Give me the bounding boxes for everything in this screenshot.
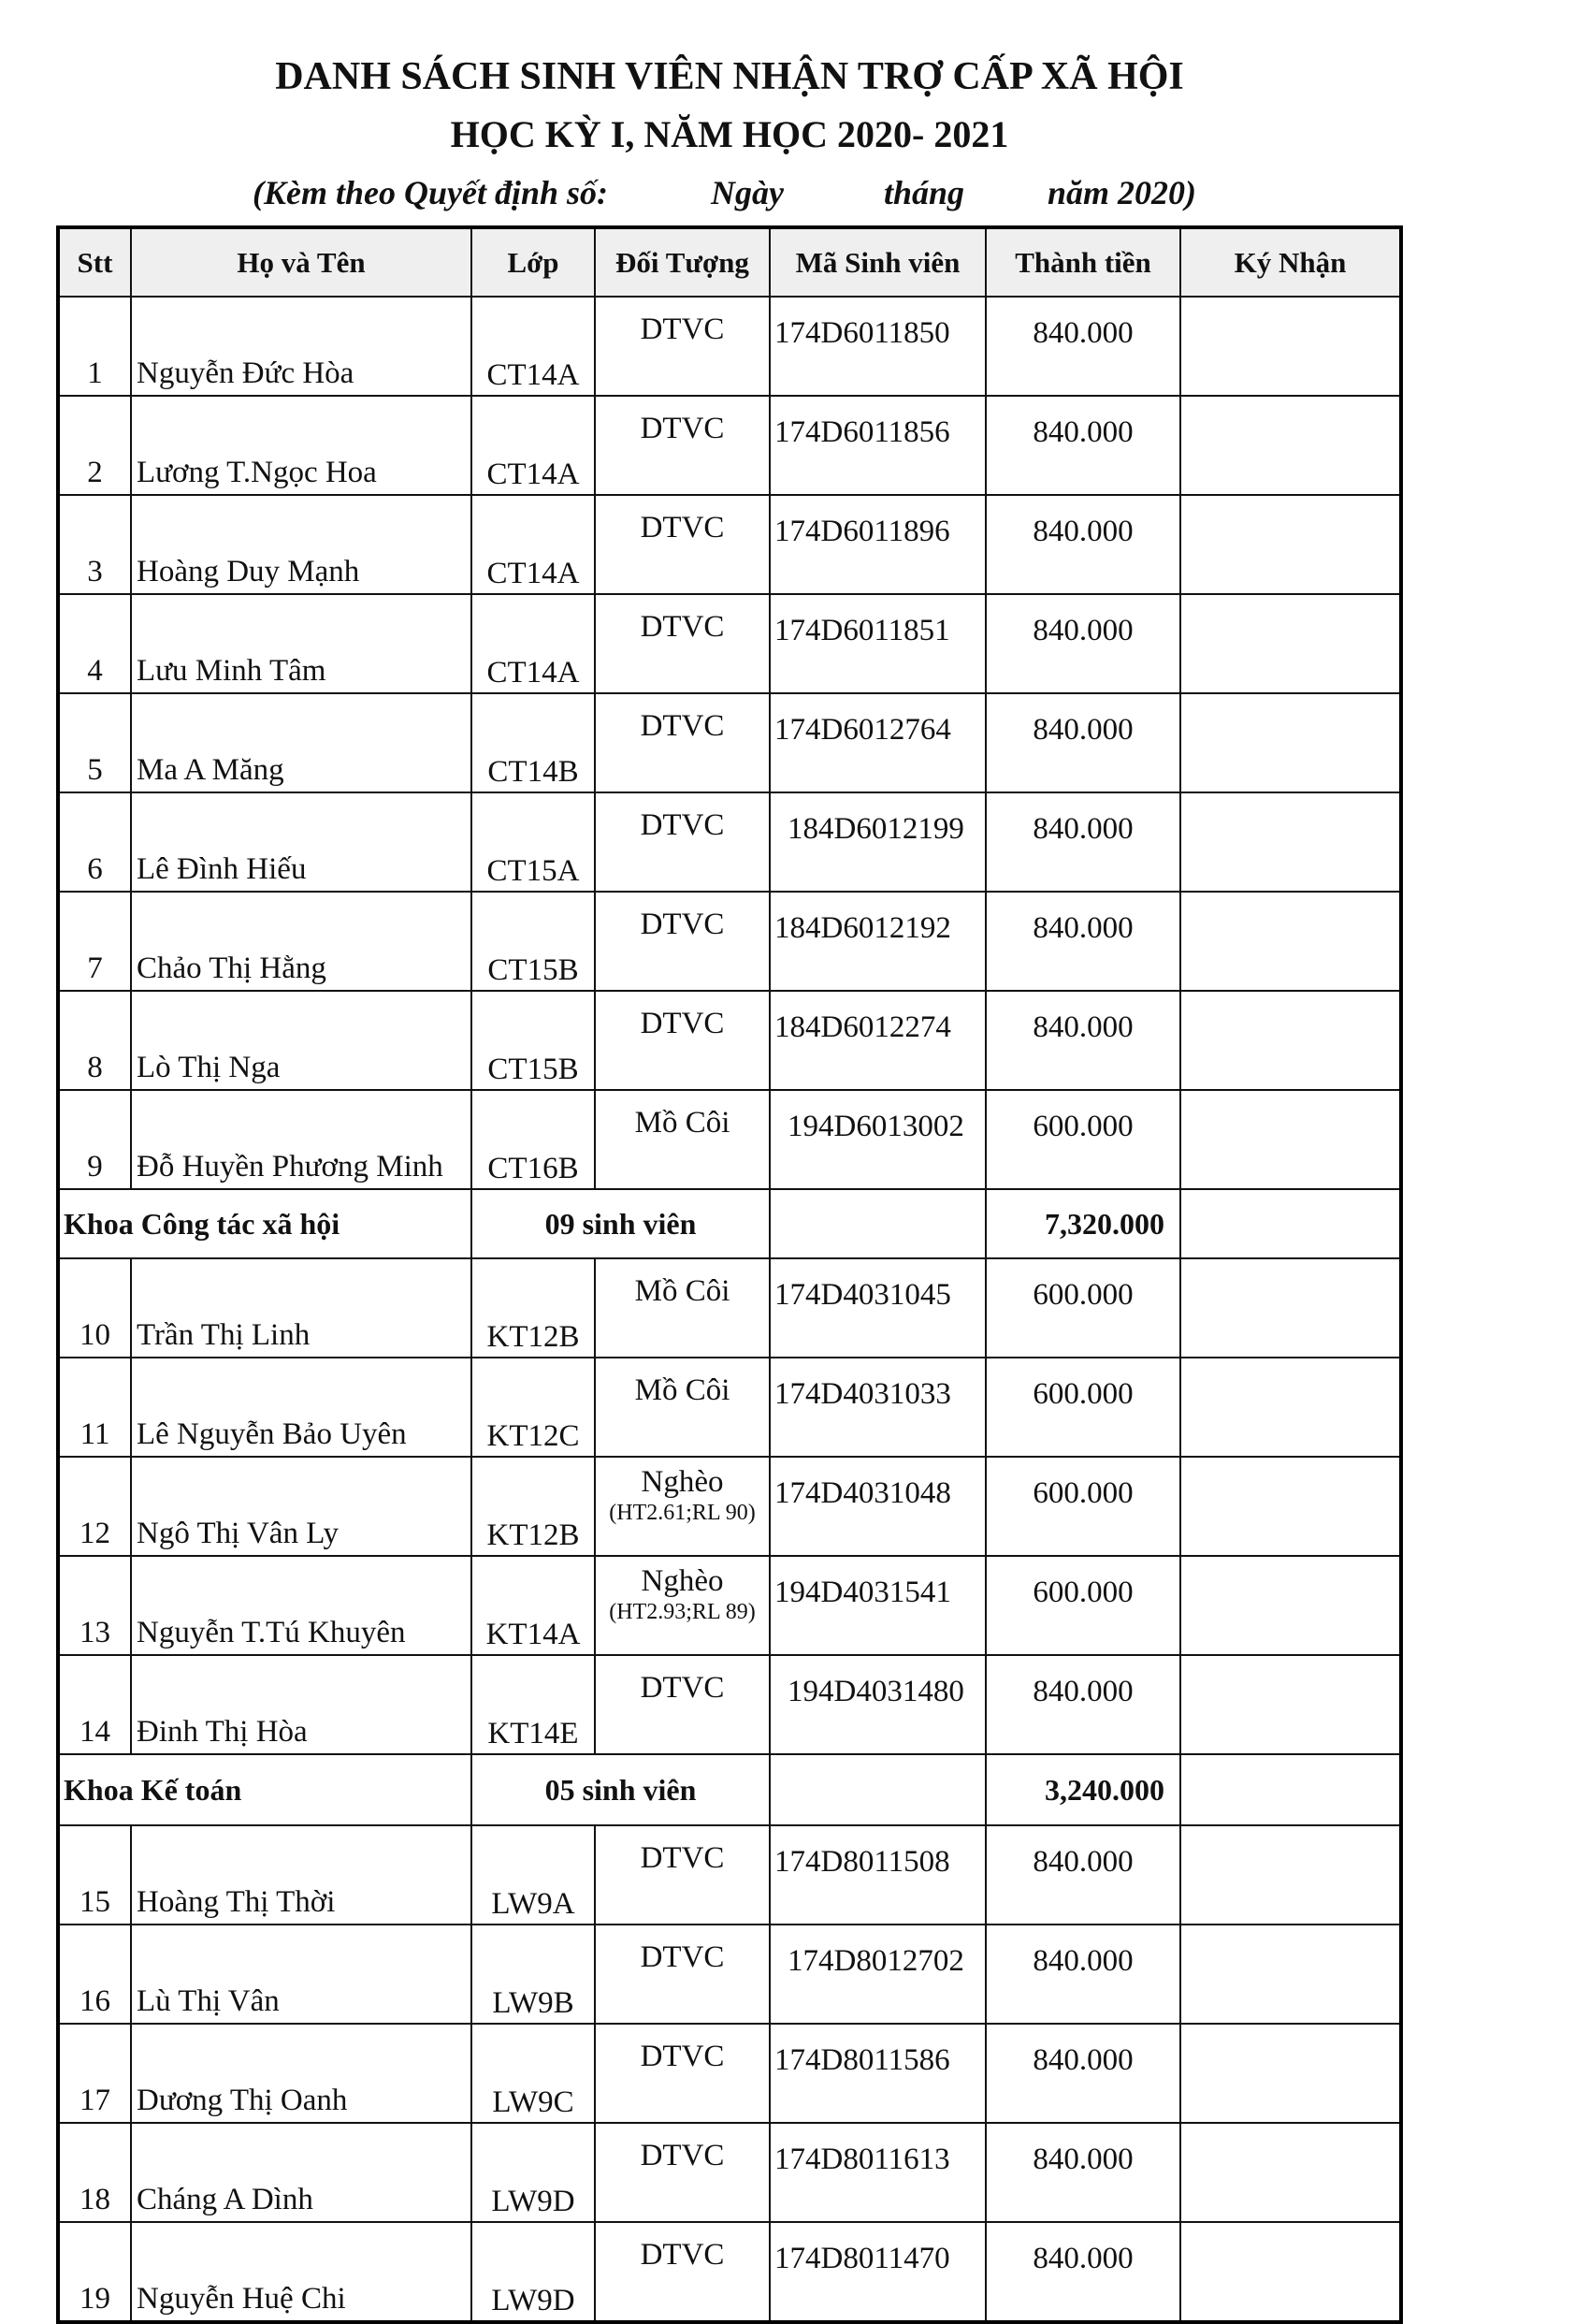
- table-row: [58, 792, 1401, 892]
- row-class: LW9B: [471, 1925, 595, 2024]
- row-beneficiary-type: [595, 892, 770, 991]
- row-student-name: Lù Thị Vân: [131, 1925, 471, 2024]
- row-student-name: Nguyễn Đức Hòa: [131, 297, 471, 396]
- row-stt: 16: [58, 1925, 131, 2024]
- row-student-id: 174D8011470: [770, 2222, 986, 2322]
- table-body: [58, 297, 1401, 2322]
- row-stt: 13: [58, 1556, 131, 1655]
- summary-total-amount: 3,240.000: [986, 1754, 1180, 1825]
- table-row: [58, 297, 1401, 396]
- row-beneficiary-type: [595, 2024, 770, 2123]
- row-class: CT15B: [471, 892, 595, 991]
- row-signature-cell[interactable]: [1180, 2222, 1401, 2322]
- student-allowance-table: [56, 225, 1403, 2324]
- row-signature-cell[interactable]: [1180, 1925, 1401, 2024]
- row-student-id: 174D8011586: [770, 2024, 986, 2123]
- header-student-id: Mã Sinh viên: [770, 227, 986, 297]
- faculty-summary-row: [58, 1754, 1401, 1825]
- row-student-name: Hoàng Duy Mạnh: [131, 495, 471, 594]
- row-signature-cell[interactable]: [1180, 495, 1401, 594]
- header-signature: Ký Nhận: [1180, 227, 1401, 297]
- beneficiary-type-label: DTVC: [640, 2139, 725, 2172]
- row-amount: 840.000: [986, 1655, 1180, 1754]
- row-stt: 3: [58, 495, 131, 594]
- header-name: Họ và Tên: [131, 227, 471, 297]
- table-row: [58, 1258, 1401, 1358]
- row-class: CT14B: [471, 693, 595, 792]
- header-type: Đối Tượng: [595, 227, 770, 297]
- table-row: [58, 396, 1401, 495]
- document-subtitle-term: HỌC KỲ I, NĂM HỌC 2020- 2021: [450, 113, 1009, 155]
- row-class: LW9D: [471, 2222, 595, 2322]
- row-stt: 6: [58, 792, 131, 892]
- row-beneficiary-type: [595, 1258, 770, 1358]
- row-student-id: 174D8012702: [770, 1925, 986, 2024]
- row-amount: 840.000: [986, 594, 1180, 693]
- row-amount: 840.000: [986, 495, 1180, 594]
- row-class: KT14E: [471, 1655, 595, 1754]
- table-header-row: [58, 227, 1401, 297]
- beneficiary-type-label: DTVC: [640, 1940, 725, 1974]
- beneficiary-type-label: DTVC: [640, 511, 725, 545]
- row-beneficiary-type: [595, 495, 770, 594]
- table-row: [58, 1925, 1401, 2024]
- row-beneficiary-type: [595, 1825, 770, 1925]
- row-student-name: Cháng A Dình: [131, 2123, 471, 2222]
- row-class: CT14A: [471, 297, 595, 396]
- row-student-id: 174D6012764: [770, 693, 986, 792]
- row-student-id: 174D6011851: [770, 594, 986, 693]
- row-stt: 8: [58, 991, 131, 1090]
- row-signature-cell[interactable]: [1180, 991, 1401, 1090]
- header-stt: Stt: [58, 227, 131, 297]
- row-beneficiary-type: [595, 1457, 770, 1556]
- row-stt: 19: [58, 2222, 131, 2322]
- beneficiary-type-label: DTVC: [640, 2040, 725, 2073]
- document-title: DANH SÁCH SINH VIÊN NHẬN TRỢ CẤP XÃ HỘI: [275, 55, 1184, 98]
- summary-signature-cell: [1180, 1754, 1401, 1825]
- row-student-name: Lê Nguyễn Bảo Uyên: [131, 1358, 471, 1457]
- row-student-name: Ngô Thị Vân Ly: [131, 1457, 471, 1556]
- summary-signature-cell: [1180, 1189, 1401, 1258]
- row-student-name: Lê Đình Hiếu: [131, 792, 471, 892]
- summary-empty-id: [770, 1189, 986, 1258]
- row-amount: 600.000: [986, 1090, 1180, 1189]
- beneficiary-type-label: Mồ Côi: [634, 1274, 730, 1308]
- beneficiary-type-label: DTVC: [640, 312, 725, 346]
- row-class: CT15B: [471, 991, 595, 1090]
- row-signature-cell[interactable]: [1180, 297, 1401, 396]
- row-amount: 840.000: [986, 792, 1180, 892]
- row-signature-cell[interactable]: [1180, 396, 1401, 495]
- row-student-name: Lương T.Ngọc Hoa: [131, 396, 471, 495]
- row-class: LW9A: [471, 1825, 595, 1925]
- row-amount: 840.000: [986, 396, 1180, 495]
- table-row: [58, 1090, 1401, 1189]
- day-label: Ngày: [711, 174, 784, 211]
- row-signature-cell[interactable]: [1180, 594, 1401, 693]
- summary-total-amount: 7,320.000: [986, 1189, 1180, 1258]
- beneficiary-type-note: (HT2.93;RL 89): [609, 1600, 756, 1624]
- row-beneficiary-type: [595, 991, 770, 1090]
- beneficiary-type-label: DTVC: [640, 412, 725, 445]
- beneficiary-type-label: DTVC: [640, 1007, 725, 1040]
- row-student-name: Trần Thị Linh: [131, 1258, 471, 1358]
- row-student-id: 184D6012192: [770, 892, 986, 991]
- row-amount: 600.000: [986, 1358, 1180, 1457]
- row-beneficiary-type: [595, 1925, 770, 2024]
- row-class: LW9D: [471, 2123, 595, 2222]
- table-row: [58, 1556, 1401, 1655]
- summary-faculty-name: Khoa Kế toán: [58, 1754, 471, 1825]
- row-student-name: Nguyễn T.Tú Khuyên: [131, 1556, 471, 1655]
- row-stt: 17: [58, 2024, 131, 2123]
- row-student-name: Dương Thị Oanh: [131, 2024, 471, 2123]
- row-stt: 9: [58, 1090, 131, 1189]
- row-amount: 840.000: [986, 892, 1180, 991]
- row-student-id: 174D6011896: [770, 495, 986, 594]
- row-student-id: 174D6011850: [770, 297, 986, 396]
- summary-student-count: 09 sinh viên: [471, 1189, 770, 1258]
- table-row: [58, 1457, 1401, 1556]
- row-student-name: Đinh Thị Hòa: [131, 1655, 471, 1754]
- row-class: KT12C: [471, 1358, 595, 1457]
- beneficiary-type-label: Nghèo: [641, 1465, 724, 1499]
- row-stt: 10: [58, 1258, 131, 1358]
- row-student-id: 194D4031480: [770, 1655, 986, 1754]
- decision-number-label: (Kèm theo Quyết định số:: [253, 174, 609, 211]
- row-amount: 840.000: [986, 2222, 1180, 2322]
- row-amount: 840.000: [986, 1925, 1180, 2024]
- row-signature-cell[interactable]: [1180, 892, 1401, 991]
- row-class: KT14A: [471, 1556, 595, 1655]
- row-signature-cell[interactable]: [1180, 693, 1401, 792]
- table-row: [58, 2222, 1401, 2322]
- row-student-name: Nguyễn Huệ Chi: [131, 2222, 471, 2322]
- row-stt: 14: [58, 1655, 131, 1754]
- row-student-id: 174D4031048: [770, 1457, 986, 1556]
- table-row: [58, 892, 1401, 991]
- row-student-name: Hoàng Thị Thời: [131, 1825, 471, 1925]
- row-student-id: 194D6013002: [770, 1090, 986, 1189]
- table-row: [58, 594, 1401, 693]
- row-stt: 4: [58, 594, 131, 693]
- row-signature-cell[interactable]: [1180, 1258, 1401, 1358]
- row-class: CT14A: [471, 594, 595, 693]
- row-student-id: 184D6012274: [770, 991, 986, 1090]
- row-signature-cell[interactable]: [1180, 2123, 1401, 2222]
- row-stt: 18: [58, 2123, 131, 2222]
- beneficiary-type-label: DTVC: [640, 1841, 725, 1875]
- row-class: KT12B: [471, 1258, 595, 1358]
- row-signature-cell[interactable]: [1180, 2024, 1401, 2123]
- row-beneficiary-type: [595, 693, 770, 792]
- row-student-name: Ma A Măng: [131, 693, 471, 792]
- row-student-id: 174D8011613: [770, 2123, 986, 2222]
- row-signature-cell[interactable]: [1180, 792, 1401, 892]
- summary-faculty-name: Khoa Công tác xã hội: [58, 1189, 471, 1258]
- row-student-name: Lò Thị Nga: [131, 991, 471, 1090]
- row-student-id: 174D6011856: [770, 396, 986, 495]
- row-stt: 11: [58, 1358, 131, 1457]
- table-row: [58, 495, 1401, 594]
- row-beneficiary-type: [595, 1556, 770, 1655]
- beneficiary-type-label: DTVC: [640, 709, 725, 743]
- beneficiary-type-label: Mồ Côi: [634, 1373, 730, 1407]
- row-student-id: 184D6012199: [770, 792, 986, 892]
- row-beneficiary-type: [595, 2222, 770, 2322]
- row-amount: 840.000: [986, 991, 1180, 1090]
- row-beneficiary-type: [595, 1358, 770, 1457]
- table-row: [58, 1825, 1401, 1925]
- row-beneficiary-type: [595, 396, 770, 495]
- row-student-id: 174D4031045: [770, 1258, 986, 1358]
- row-student-id: 194D4031541: [770, 1556, 986, 1655]
- table-row: [58, 1358, 1401, 1457]
- table-row: [58, 1655, 1401, 1754]
- beneficiary-type-label: DTVC: [640, 2238, 725, 2272]
- table-row: [58, 2024, 1401, 2123]
- year-label: năm 2020): [1048, 174, 1197, 211]
- month-label: tháng: [884, 174, 965, 211]
- summary-empty-id: [770, 1754, 986, 1825]
- row-signature-cell[interactable]: [1180, 1825, 1401, 1925]
- row-amount: 600.000: [986, 1556, 1180, 1655]
- faculty-summary-row: [58, 1189, 1401, 1258]
- row-student-name: Lưu Minh Tâm: [131, 594, 471, 693]
- row-amount: 840.000: [986, 693, 1180, 792]
- row-amount: 840.000: [986, 297, 1180, 396]
- row-beneficiary-type: [595, 1090, 770, 1189]
- row-amount: 600.000: [986, 1457, 1180, 1556]
- row-student-name: Chảo Thị Hằng: [131, 892, 471, 991]
- summary-student-count: 05 sinh viên: [471, 1754, 770, 1825]
- beneficiary-type-label: DTVC: [640, 808, 725, 842]
- table-row: [58, 2123, 1401, 2222]
- table-row: [58, 991, 1401, 1090]
- row-stt: 12: [58, 1457, 131, 1556]
- beneficiary-type-label: Mồ Côi: [634, 1106, 730, 1140]
- row-student-id: 174D8011508: [770, 1825, 986, 1925]
- row-beneficiary-type: [595, 1655, 770, 1754]
- header-amount: Thành tiền: [986, 227, 1180, 297]
- table-row: [58, 693, 1401, 792]
- row-signature-cell[interactable]: [1180, 1358, 1401, 1457]
- row-stt: 15: [58, 1825, 131, 1925]
- row-class: KT12B: [471, 1457, 595, 1556]
- row-class: CT14A: [471, 495, 595, 594]
- row-stt: 2: [58, 396, 131, 495]
- row-amount: 840.000: [986, 1825, 1180, 1925]
- row-class: CT14A: [471, 396, 595, 495]
- row-stt: 5: [58, 693, 131, 792]
- row-amount: 840.000: [986, 2123, 1180, 2222]
- header-class: Lớp: [471, 227, 595, 297]
- row-student-id: 174D4031033: [770, 1358, 986, 1457]
- row-class: CT16B: [471, 1090, 595, 1189]
- row-amount: 600.000: [986, 1258, 1180, 1358]
- row-stt: 1: [58, 297, 131, 396]
- row-beneficiary-type: [595, 2123, 770, 2222]
- row-signature-cell[interactable]: [1180, 1457, 1401, 1556]
- row-class: CT15A: [471, 792, 595, 892]
- row-amount: 840.000: [986, 2024, 1180, 2123]
- row-signature-cell[interactable]: [1180, 1556, 1401, 1655]
- row-class: LW9C: [471, 2024, 595, 2123]
- row-beneficiary-type: [595, 594, 770, 693]
- beneficiary-type-label: DTVC: [640, 1671, 725, 1705]
- beneficiary-type-label: DTVC: [640, 610, 725, 644]
- row-student-name: Đỗ Huyền Phương Minh: [131, 1090, 471, 1189]
- row-beneficiary-type: [595, 792, 770, 892]
- beneficiary-type-label: DTVC: [640, 908, 725, 941]
- row-stt: 7: [58, 892, 131, 991]
- row-signature-cell[interactable]: [1180, 1655, 1401, 1754]
- beneficiary-type-label: Nghèo: [641, 1564, 724, 1598]
- row-signature-cell[interactable]: [1180, 1090, 1401, 1189]
- beneficiary-type-note: (HT2.61;RL 90): [609, 1501, 756, 1525]
- row-beneficiary-type: [595, 297, 770, 396]
